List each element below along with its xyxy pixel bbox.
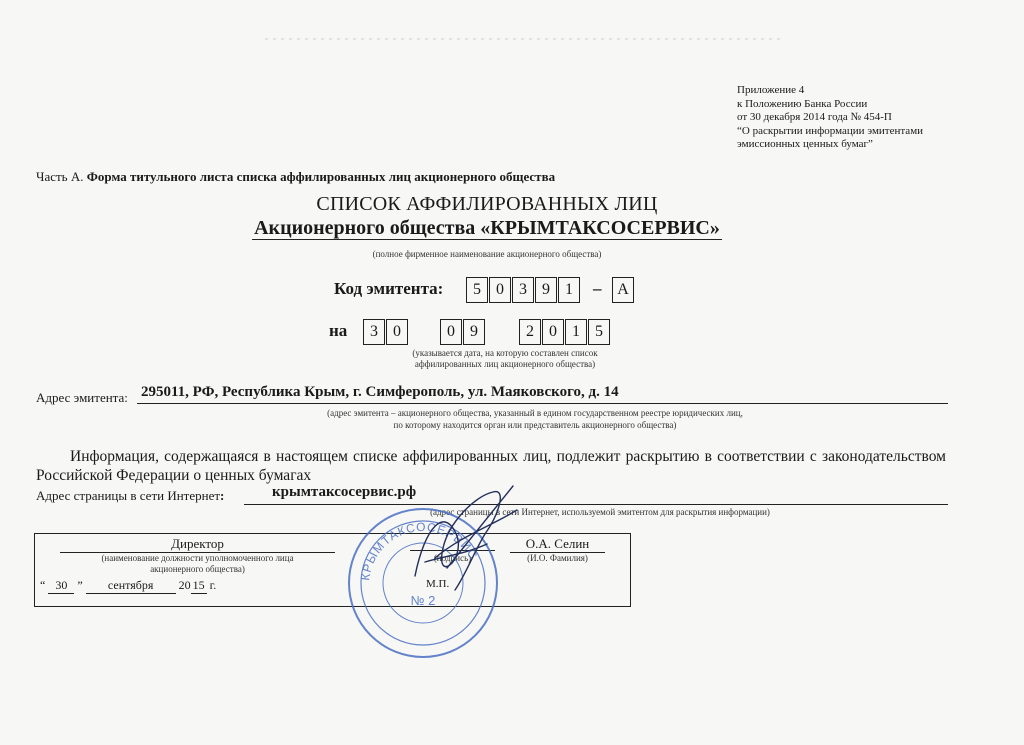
- document-title: СПИСОК АФФИЛИРОВАННЫХ ЛИЦ: [316, 193, 658, 215]
- date-note-line: аффилированных лиц акционерного общества): [414, 359, 596, 369]
- address-note-line: (адрес эмитента – акционерного общества, указанный в едином государственном реестре юридических лиц,: [327, 408, 743, 418]
- date-year-digit: 0: [542, 319, 564, 345]
- website-label-colon: :: [220, 488, 225, 503]
- address-underline: [137, 403, 948, 404]
- issuer-code-digit: 5: [466, 277, 488, 303]
- appendix-line: Приложение 4: [737, 84, 805, 96]
- signer-position: Директор: [60, 536, 335, 553]
- issuer-code-digit: 3: [512, 277, 534, 303]
- appendix-header: [737, 84, 997, 152]
- website-label: [36, 488, 224, 504]
- date-close-quote: ”: [77, 578, 83, 592]
- stamp-inner-text: № 2: [410, 593, 436, 608]
- appendix-line: к Положению Банка России: [737, 97, 868, 110]
- date-year-unit: г.: [209, 578, 217, 592]
- appendix-line: “О раскрытии информации эмитентами: [737, 124, 924, 137]
- address-label: Адрес эмитента:: [36, 390, 128, 405]
- address-value: 295011, РФ, Республика Крым, г. Симферополь, ул. Маяковского, д. 14: [141, 384, 619, 400]
- date-month-digit: 0: [440, 319, 462, 345]
- date-day-value: 30: [48, 578, 74, 594]
- address-note: [270, 407, 800, 431]
- date-day-digit: 3: [363, 319, 385, 345]
- signer-name-note: (И.О. Фамилия): [527, 553, 588, 563]
- part-title: Форма титульного листа списка аффилированных лиц акционерного общества: [86, 169, 556, 184]
- signer-position-note: [60, 553, 335, 575]
- date-note: [380, 348, 630, 370]
- date-label: на: [329, 321, 348, 340]
- appendix-line: эмиссионных ценных бумаг”: [737, 138, 873, 150]
- date-month-digit: 9: [463, 319, 485, 345]
- signature-note: (подпись): [433, 553, 472, 563]
- website-value: крымтаксосервис.рф: [272, 484, 417, 500]
- part-prefix: Часть А.: [36, 169, 84, 184]
- date-year-prefix: 20: [178, 578, 191, 592]
- company-name: Акционерного общества «КРЫМТАКСОСЕРВИС»: [254, 217, 720, 239]
- part-heading: [36, 169, 555, 185]
- issuer-code-dash: –: [593, 279, 602, 298]
- issuer-code-digit: 0: [489, 277, 511, 303]
- date-year-digit: 1: [565, 319, 587, 345]
- date-day-digit: 0: [386, 319, 408, 345]
- address-note-line: по которому находится орган или представитель акционерного общества): [393, 420, 677, 430]
- issuer-code-digit: 9: [535, 277, 557, 303]
- signature-date: [40, 578, 216, 594]
- website-label-text: Адрес страницы в сети Интернет: [36, 488, 221, 503]
- scan-artifact: [265, 36, 785, 42]
- date-year-suffix: 15: [192, 578, 205, 592]
- handwritten-signature: [395, 466, 535, 606]
- date-open-quote: “: [40, 578, 46, 592]
- appendix-line: от 30 декабря 2014 года № 454-П: [737, 111, 892, 123]
- disclosure-info-text: Информация, содержащаяся в настоящем списке аффилированных лиц, подлежит раскрытию в соответствии с законодательством Российской Федерации о ценных бумагах: [36, 448, 946, 484]
- company-name-note: (полное фирменное наименование акционерного общества): [372, 249, 602, 259]
- date-note-line: (указывается дата, на которую составлен список: [412, 348, 598, 358]
- date-year-digit: 2: [519, 319, 541, 345]
- issuer-code-digit: 1: [558, 277, 580, 303]
- website-note: (адрес страницы в сети Интернет, используемой эмитентом для раскрытия информации): [430, 507, 770, 517]
- signer-name: О.А. Селин: [510, 536, 605, 553]
- company-name-block: [0, 217, 974, 240]
- date-year-digit: 5: [588, 319, 610, 345]
- stamp-place-label: М.П.: [426, 578, 450, 590]
- position-note-line: (наименование должности уполномоченного лица: [101, 553, 294, 563]
- position-note-line: акционерного общества): [150, 564, 245, 574]
- issuer-code-label: Код эмитента:: [334, 279, 444, 298]
- issuer-code-suffix: А: [612, 277, 634, 303]
- stamp-outer-text: КРЫМТАКСОСЕРВИС: [358, 519, 481, 582]
- date-month-value: сентября: [86, 578, 176, 594]
